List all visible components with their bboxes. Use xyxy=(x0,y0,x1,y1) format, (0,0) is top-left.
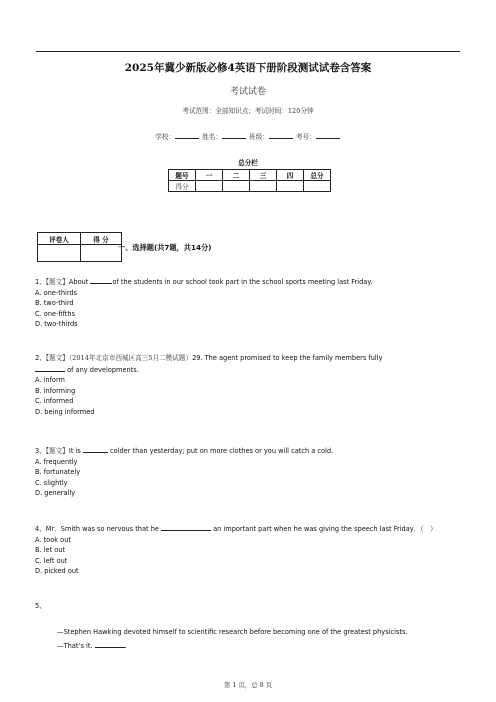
question-tag: 【题文】 xyxy=(45,447,69,455)
question-2 xyxy=(35,353,465,418)
stem-text: of the students in our school took part in the school sports meeting last Friday. xyxy=(112,278,373,286)
option-b[interactable]: B. let out xyxy=(35,546,66,555)
question-number: 4、 xyxy=(35,525,46,533)
document-title: 2025年冀少新版必修4英语下册阶段测试试卷含答案 xyxy=(124,62,372,74)
section-title: 一、选择题(共7题，共14分) xyxy=(118,243,212,252)
answer-blank[interactable] xyxy=(35,364,65,372)
question-5 xyxy=(35,601,465,612)
score-cell[interactable] xyxy=(250,181,277,192)
score-row-label: 得分 xyxy=(169,181,196,192)
answer-blank[interactable] xyxy=(161,523,211,531)
score-table-score-row xyxy=(169,181,331,192)
option-c[interactable]: C. informed xyxy=(35,397,74,406)
score-cell[interactable] xyxy=(304,181,331,192)
option-c[interactable]: C. slightly xyxy=(35,478,68,487)
question-tag: 【题文】 xyxy=(45,278,69,286)
stem-text: an important part when he was giving the speech last Friday．（ ） xyxy=(211,525,437,533)
option-b[interactable]: B. informing xyxy=(35,386,76,395)
page-footer: 第 1 页，总 8 页 xyxy=(223,681,273,689)
question-number: 3、 xyxy=(35,447,46,455)
question-number: 5、 xyxy=(35,602,46,610)
question-stem xyxy=(35,276,465,288)
stem-text: About xyxy=(68,278,91,286)
score-header-cell: 总分 xyxy=(304,170,331,181)
score-cell[interactable] xyxy=(277,181,304,192)
score-table-caption: 总分栏 xyxy=(238,159,258,167)
class-label: 班级： xyxy=(249,133,269,141)
option-b[interactable]: B. two-third xyxy=(35,299,74,308)
option-c[interactable]: C. left out xyxy=(35,556,68,565)
stem-text: colder than yesterday; put on more clothes or you will catch a cold. xyxy=(107,447,334,455)
score-table xyxy=(168,169,331,192)
option-d[interactable]: D. picked out xyxy=(35,567,79,576)
school-blank[interactable] xyxy=(175,131,199,139)
question-source: （2014年北京市西城区高三5月二模试题） xyxy=(68,354,193,362)
dialog-line-2 xyxy=(57,640,127,652)
dialog-text: . xyxy=(124,642,127,650)
exam-number-blank[interactable] xyxy=(316,131,340,139)
question-stem xyxy=(35,353,465,364)
grader-cell[interactable] xyxy=(38,245,81,262)
dialog-line-1: —Stephen Hawking devoted himself to scientific research before becoming one of the greatest physicists. xyxy=(57,628,408,636)
score-table-header-row xyxy=(169,170,331,181)
name-blank[interactable] xyxy=(222,131,246,139)
option-a[interactable]: A. frequently xyxy=(35,457,78,466)
score-cell[interactable] xyxy=(223,181,250,192)
question-4 xyxy=(35,523,465,577)
question-number: 2、 xyxy=(35,354,46,362)
stem-text: Mr．Smith was so nervous that he xyxy=(45,525,162,533)
school-label: 学校： xyxy=(155,133,176,141)
grader-score-cell[interactable] xyxy=(81,245,122,262)
score-header-cell: 二 xyxy=(223,170,250,181)
dialog-text: —That’s it. xyxy=(57,642,95,650)
score-header-cell: 四 xyxy=(277,170,304,181)
question-tag: 【题文】 xyxy=(45,354,69,362)
answer-blank[interactable] xyxy=(95,640,125,648)
grader-table xyxy=(37,232,122,262)
question-stem-continued xyxy=(35,364,465,376)
class-blank[interactable] xyxy=(269,131,293,139)
header-rule xyxy=(36,51,460,52)
score-cell[interactable] xyxy=(196,181,223,192)
stem-text: 29. The agent promised to keep the family members fully xyxy=(192,354,383,362)
exam-number-label: 考号： xyxy=(295,133,316,141)
question-number: 1、 xyxy=(35,278,46,286)
option-d[interactable]: D. generally xyxy=(35,489,76,498)
student-info-line xyxy=(0,131,496,141)
option-a[interactable]: A. one-thirds xyxy=(35,288,78,297)
question-1 xyxy=(35,276,465,330)
option-b[interactable]: B. fortunately xyxy=(35,468,81,477)
name-label: 姓名： xyxy=(202,133,222,141)
stem-text: It is xyxy=(68,447,83,455)
score-header-cell: 一 xyxy=(196,170,223,181)
score-header: 得 分 xyxy=(81,233,122,245)
stem-text: of any developments. xyxy=(65,365,139,374)
option-d[interactable]: D. being informed xyxy=(35,407,95,416)
option-c[interactable]: C. one-fifths xyxy=(35,309,76,318)
answer-blank[interactable] xyxy=(90,276,112,284)
question-stem xyxy=(35,523,465,535)
option-a[interactable]: A. inform xyxy=(35,376,65,385)
document-subtitle: 考试试卷 xyxy=(229,87,266,97)
score-header-cell: 三 xyxy=(250,170,277,181)
exam-scope: 考试范围：全部知识点；考试时间：120分钟 xyxy=(182,107,314,115)
option-a[interactable]: A. took out xyxy=(35,535,71,544)
score-header-cell: 题号 xyxy=(169,170,196,181)
option-d[interactable]: D. two-thirds xyxy=(35,320,78,329)
answer-blank[interactable] xyxy=(83,445,108,453)
question-stem xyxy=(35,445,465,457)
grader-header: 评卷人 xyxy=(38,233,81,245)
question-3 xyxy=(35,445,465,499)
